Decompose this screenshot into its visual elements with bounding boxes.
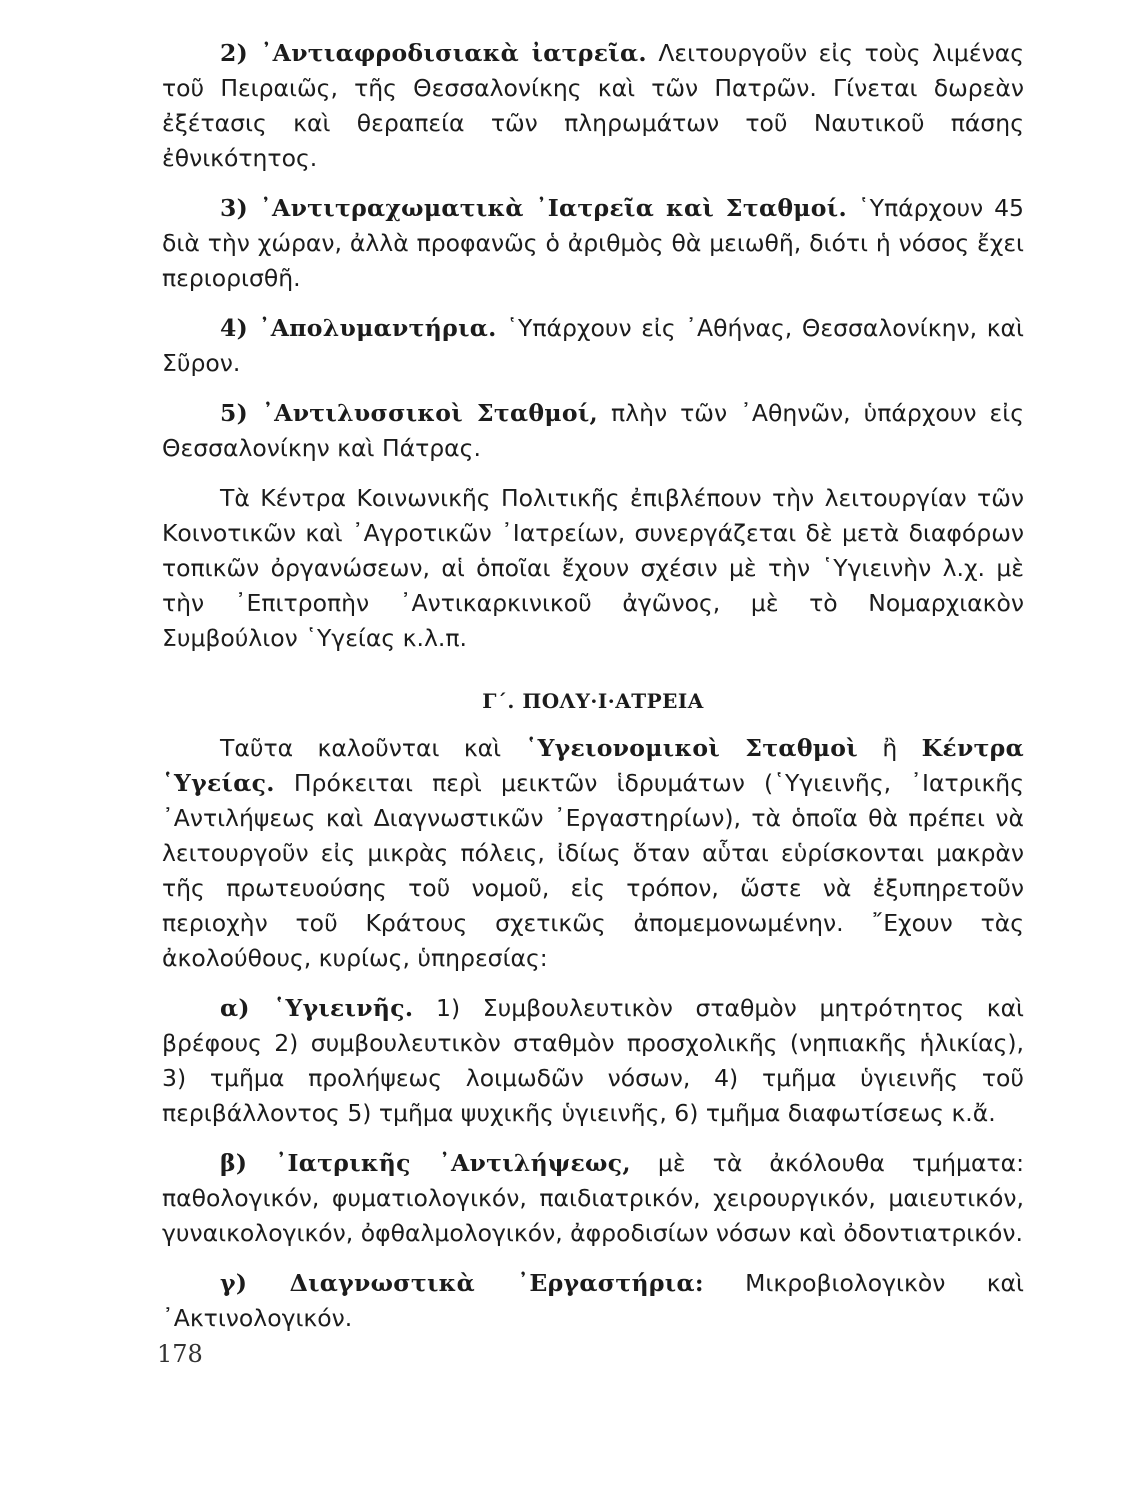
paragraph-label: 5) ᾿Αντιλυσσικοὶ Σταθμοί, — [220, 399, 599, 427]
paragraph-label: 4) ᾿Απολυμαντήρια. — [220, 314, 497, 342]
section-intro — [162, 731, 1024, 976]
paragraph-text: ῾Υπάρχουν 45 διὰ τὴν χώραν, ἀλλὰ προφανῶς ὁ ἀριθμὸς θὰ μειωθῆ, διότι ἡ νόσος ἔχει περιορισθῆ. — [162, 194, 1024, 292]
intro-text: Ταῦτα καλοῦνται καὶ — [220, 734, 526, 762]
paragraph-kentra: Τὰ Κέντρα Κοινωνικῆς Πολιτικῆς ἐπιβλέπουν τὴν λειτουργίαν τῶν Κοινοτικῶν καὶ ᾿Αγροτικῶν ᾿Ιατρείων, συνεργάζεται δὲ μετὰ διαφόρων τοπικῶν ὀργανώσεων, αἱ ὁποῖαι ἔχουν σχέσιν μὲ τὴν ῾Υγιεινὴν λ.χ. μὲ τὴν ᾿Επιτροπὴν ᾿Αντικαρκινικοῦ ἀγῶνος, μὲ τὸ Νομαρχιακὸν Συμβούλιον ῾Υγείας κ.λ.π. — [162, 484, 1024, 652]
item-diagnostic — [162, 1266, 1024, 1336]
paragraph-apolymantiria — [162, 311, 1024, 381]
paragraph-label: 3) ᾿Αντιτραχωματικὰ ᾿Ιατρεῖα καὶ Σταθμοί. — [220, 194, 847, 222]
paragraph-text: Λειτουργοῦν εἰς τοὺς λιμένας τοῦ Πειραιῶς, τῆς Θεσσαλονίκης καὶ τῶν Πατρῶν. Γίνεται δωρεὰν ἐξέτασις καὶ θεραπεία τῶν πληρωμάτων τοῦ Ναυτικοῦ πάσης ἐθνικότητος. — [162, 39, 1024, 172]
paragraph-text: πλὴν τῶν ᾿Αθηνῶν, ὑπάρχουν εἰς Θεσσαλονίκην καὶ Πάτρας. — [162, 399, 1024, 462]
page-number: 178 — [157, 1340, 203, 1368]
page-body — [162, 36, 1024, 1351]
paragraph-text: ῾Υπάρχουν εἰς ᾿Αθήνας, Θεσσαλονίκην, καὶ Σῦρον. — [162, 314, 1024, 377]
item-label: α) ῾Υγιεινῆς. — [220, 994, 414, 1022]
intro-text: ἢ — [857, 734, 922, 762]
section-heading: Γ΄. ΠΟΛΥ·Ι·ΑΤΡΕΙΑ — [482, 689, 704, 713]
intro-bold: ῾Υγειονομικοὶ Σταθμοὶ — [525, 734, 858, 762]
intro-text: Πρόκειται περὶ μεικτῶν ἱδρυμάτων (῾Υγιεινῆς, ᾿Ιατρικῆς ᾿Αντιλήψεως καὶ Διαγνωστικῶν ᾿Εργαστηρίων), τὰ ὁποῖα θὰ πρέπει νὰ λειτουργοῦν εἰς μικρὰς πόλεις, ἰδίως ὅταν αὗται εὑρίσκονται μακρὰν τῆς πρωτευούσης τοῦ νομοῦ, εἰς τρόπον, ὥστε νὰ ἐξυπηρετοῦν περιοχὴν τοῦ Κράτους σχετικῶς ἀπομεμονωμένην. ῎Εχουν τὰς ἀκολούθους, κυρίως, ὑπηρεσίας: — [162, 769, 1024, 972]
intro-bold: Κέντρα ῾Υγείας. — [162, 734, 1024, 797]
item-text: Μικροβιολογικὸν καὶ ᾿Ακτινολογικόν. — [162, 1269, 1024, 1332]
item-label: γ) Διαγνωστικὰ ᾿Εργαστήρια: — [220, 1269, 704, 1297]
item-label: β) ᾿Ιατρικῆς ᾿Αντιλήψεως, — [220, 1149, 631, 1177]
item-medical — [162, 1146, 1024, 1251]
paragraph-label: 2) ᾿Αντιαφροδισιακὰ ἰατρεῖα. — [220, 39, 647, 67]
paragraph-antiaphrodisiaka — [162, 36, 1024, 176]
paragraph-antilyssikoi — [162, 396, 1024, 466]
item-text: 1) Συμβουλευτικὸν σταθμὸν μητρότητος καὶ βρέφους 2) συμβουλευτικὸν σταθμὸν προσχολικῆς (νηπιακῆς ἡλικίας), 3) τμῆμα προλήψεως λοιμωδῶν νόσων, 4) τμῆμα ὑγιεινῆς τοῦ περιβάλλοντος 5) τμῆμα ψυχικῆς ὑγιεινῆς, 6) τμῆμα διαφωτίσεως κ.ἄ. — [162, 994, 1025, 1127]
item-text: μὲ τὰ ἀκόλουθα τμήματα: παθολογικόν, φυματιολογικόν, παιδιατρικόν, χειρουργικόν, μαιευτικόν, γυναικολογικόν, ὀφθαλμολογικόν, ἀφροδισίων νόσων καὶ ὀδοντιατρικόν. — [162, 1149, 1025, 1247]
item-hygiene — [162, 991, 1024, 1131]
paragraph-antitrachomatika — [162, 191, 1024, 296]
